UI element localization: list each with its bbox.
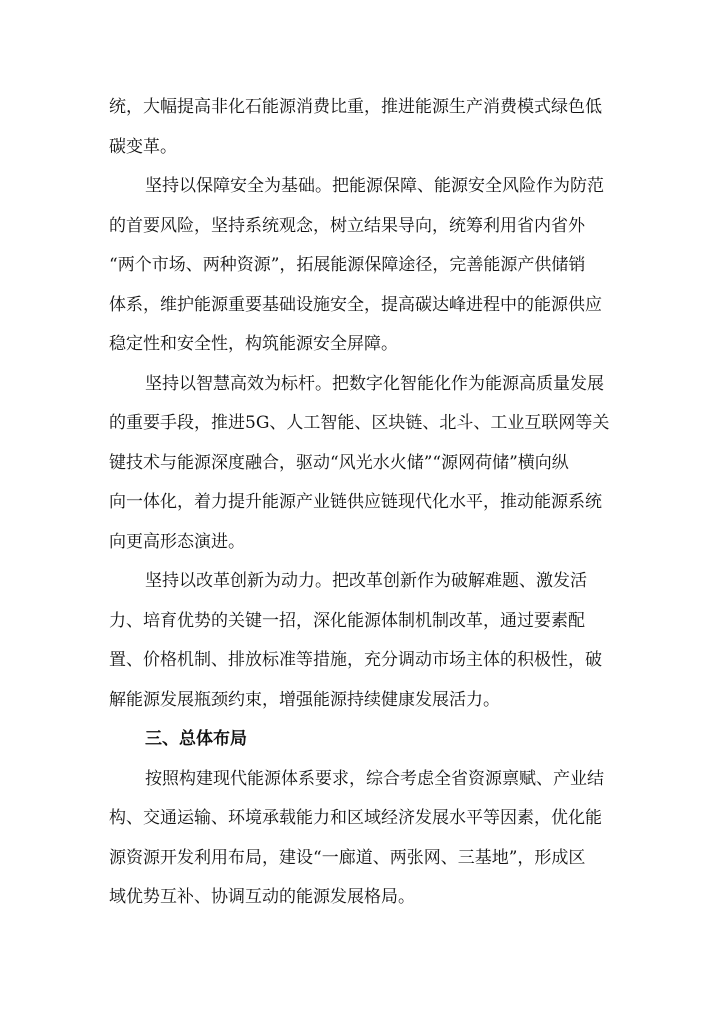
text-line: 的重要手段，推进5G、人工智能、区块链、北斗、工业互联网等关 (109, 413, 610, 433)
text-line: 统，大幅提高非化石能源消费比重，推进能源生产消费模式绿色低 (109, 97, 602, 117)
text-line: 力、培育优势的关键一招，深化能源体制机制改革，通过要素配 (109, 611, 585, 631)
text-line: 碳变革。 (109, 137, 177, 157)
text-line: 向一体化，着力提升能源产业链供应链现代化水平，推动能源系统 (109, 492, 602, 512)
text-line: 构、交通运输、环境承载能力和区域经济发展水平等因素，优化能 (109, 808, 602, 828)
text-line: 源资源开发利用布局，建设“一廊道、两张网、三基地”，形成区 (109, 848, 586, 868)
text-line: 的首要风险，坚持系统观念，树立结果导向，统筹利用省内省外 (109, 216, 585, 236)
text-line: 稳定性和安全性，构筑能源安全屏障。 (109, 334, 398, 354)
paragraph-start-line: 坚持以保障安全为基础。把能源保障、能源安全风险作为防范 (145, 176, 604, 196)
paragraph-start-line: 坚持以改革创新为动力。把改革创新作为破解难题、激发活 (145, 571, 587, 591)
text-line: 置、价格机制、排放标准等措施，充分调动市场主体的积极性，破 (109, 650, 602, 670)
text-line: 域优势互补、协调互动的能源发展格局。 (109, 887, 415, 907)
text-line: “两个市场、两种资源”，拓展能源保障途径，完善能源产供储销 (109, 255, 586, 275)
text-line: 体系，维护能源重要基础设施安全，提高碳达峰进程中的能源供应 (109, 295, 602, 315)
text-line: 向更高形态演进。 (109, 532, 245, 552)
paragraph-start-line: 按照构建现代能源体系要求，综合考虑全省资源禀赋、产业结 (145, 769, 604, 789)
text-line: 键技术与能源深度融合，驱动“风光水火储”“源网荷储”横向纵 (109, 453, 569, 473)
text-line: 解能源发展瓶颈约束，增强能源持续健康发展活力。 (109, 690, 500, 710)
section-heading: 三、总体布局 (145, 729, 247, 749)
paragraph-start-line: 坚持以智慧高效为标杆。把数字化智能化作为能源高质量发展 (145, 374, 604, 394)
